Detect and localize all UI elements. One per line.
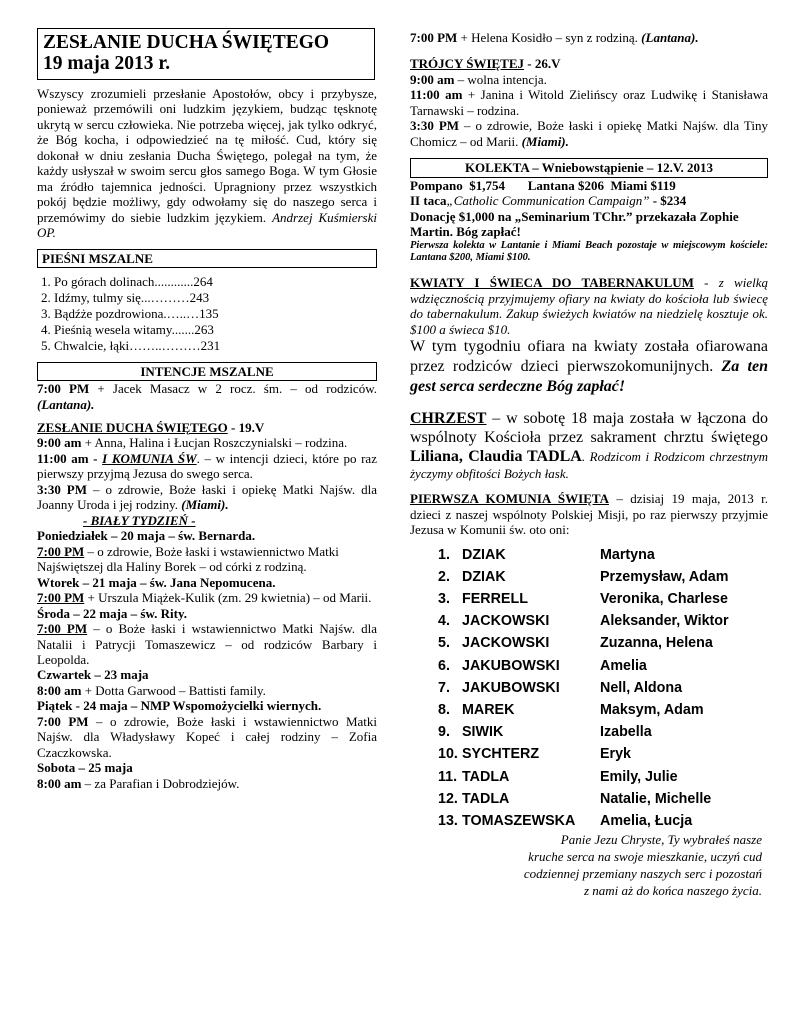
intention-t3 xyxy=(410,118,768,149)
sunday-heading xyxy=(37,420,377,435)
flowers-intro-text: - z wielką wdzięcznością przyjmujemy ofiary na kwiaty do kościoła lub świecę do tabernakulum. Zakup świeżych kwiatów na niedzielę kosztuje ok. $100 a świeca $10. xyxy=(410,275,768,337)
time-label: 7:00 PM xyxy=(37,381,90,397)
list-item xyxy=(438,544,768,566)
flowers-body: W tym tygodniu ofiara na kwiaty została ofiarowana przez rodziców dzieci pierwszokomunijnych. xyxy=(410,338,768,375)
communion-paragraph xyxy=(410,491,768,537)
intentions-header: INTENCJE MSZALNE xyxy=(37,362,377,381)
item-number: 2. xyxy=(438,568,450,585)
prayer-line: Panie Jezu Chryste, Ty wybrałeś nasze xyxy=(560,832,762,848)
trinity-heading xyxy=(410,56,768,71)
intention-friday xyxy=(37,714,377,760)
baptism-header: CHRZEST xyxy=(410,409,487,427)
child-surname: DZIAK xyxy=(462,546,506,563)
child-first-names: Amelia, Łucja xyxy=(600,812,693,829)
intention-tuesday xyxy=(37,590,377,605)
prayer-line: kruche serca na swoje mieszkanie, uczyń cud xyxy=(528,849,762,865)
time-label: 8:00 am xyxy=(37,775,82,791)
flowers-text xyxy=(410,337,768,396)
child-surname: JACKOWSKI xyxy=(462,635,550,652)
list-item xyxy=(438,743,768,765)
intention-text: + Urszula Miążek-Kulik (zm. 29 kwietnia) – od Marii. xyxy=(84,590,372,606)
intention-text: – o zdrowie, Boże łaski i opiekę Matki Najśw. dla Joanny Uroda i jej rodziny. xyxy=(37,481,377,513)
intention-saturday xyxy=(37,381,377,412)
intention-text: – o zdrowie, Boże łaski i opiekę Matki Najśw. dla Tiny Chomicz – od Marii. xyxy=(410,118,768,149)
trinity-date: - 26.V xyxy=(524,56,561,72)
communion-header: PIERWSZA KOMUNIA ŚWIĘTA xyxy=(410,491,609,507)
item-number: 8. xyxy=(438,701,450,718)
sunday-header: ZESŁANIE DUCHA ŚWIĘTEGO xyxy=(37,419,228,435)
list-item xyxy=(438,810,768,832)
campaign-amount: - $234 xyxy=(649,193,687,209)
time-label: 8:00 am xyxy=(37,682,82,698)
prayer-line: codziennej przemiany naszych serc i pozostań xyxy=(523,865,762,881)
collection-second xyxy=(410,193,768,208)
donation-line: Donację $1,000 na „Seminarium TChr.” przekazała Zophie Martin. Bóg zapłać! xyxy=(410,208,739,240)
trinity-header: TRÓJCY ŚWIĘTEJ xyxy=(410,56,525,72)
first-communion-label: I KOMUNIA ŚW xyxy=(102,450,197,466)
time-label: 11:00 am xyxy=(37,450,89,466)
day-friday: Piątek - 24 maja – NMP Wspomożycielki wiernych. xyxy=(37,698,322,714)
right-column xyxy=(410,30,768,900)
songs-header: PIEŚNI MSZALNE xyxy=(37,249,377,268)
page-date: 19 maja 2013 r. xyxy=(43,53,171,75)
intention-t2 xyxy=(410,87,768,118)
list-item xyxy=(438,677,768,699)
time-label: 7:00 PM xyxy=(410,30,458,45)
closing-prayer xyxy=(410,832,768,900)
collection-amounts: Pompano $1,754 Lantana $206 Miami $119 xyxy=(410,177,676,193)
time-label: 9:00 am xyxy=(37,435,82,451)
intention-text: + Helena Kosidło – syn z rodziną. xyxy=(457,30,642,45)
item-number: 7. xyxy=(438,679,450,696)
list-item xyxy=(438,632,768,654)
songs-list xyxy=(37,268,377,355)
intention-text: – o zdrowie, Boże łaski i wstawiennictwo Matki Najświętszej dla Haliny Borek – od córki z rodziną. xyxy=(37,543,339,575)
child-first-names: Przemysław, Adam xyxy=(600,568,729,585)
song-item: 1. Po górach dolinach............264 xyxy=(41,274,213,290)
time-label: 7:00 PM xyxy=(37,590,85,606)
flowers-intro xyxy=(410,275,768,337)
item-number: 1. xyxy=(438,546,450,563)
flowers-thanks: Za ten gest serca serdeczne Bóg zapłać! xyxy=(410,357,768,395)
campaign-name: „Catholic Communication Campaign” xyxy=(446,193,650,209)
white-week: - BIAŁY TYDZIEŃ - xyxy=(83,512,196,528)
baptism-paragraph xyxy=(410,409,768,482)
intention-saturday-evening xyxy=(410,30,768,45)
child-surname: JAKUBOWSKI xyxy=(462,657,560,674)
intro-paragraph xyxy=(37,86,377,241)
child-surname: DZIAK xyxy=(462,568,506,585)
time-label: 9:00 am xyxy=(410,71,455,87)
child-first-names: Natalie, Michelle xyxy=(600,790,712,807)
intention-text: + Dotta Garwood – Battisti family. xyxy=(81,682,266,698)
day-monday: Poniedziałek – 20 maja – św. Bernarda. xyxy=(37,528,256,544)
communion-children-list xyxy=(410,544,768,833)
place-label: (Lantana). xyxy=(37,396,95,412)
intention-text: . – w intencji dzieci, które po raz pierwszy przyjmą Jezusa do swego serca. xyxy=(37,450,377,482)
child-surname: SYCHTERZ xyxy=(462,746,540,763)
day-wednesday: Środa – 22 maja – św. Rity. xyxy=(37,605,187,621)
intention-wednesday xyxy=(37,621,377,667)
time-label: 11:00 am xyxy=(410,87,463,103)
item-number: 4. xyxy=(438,613,450,630)
baptism-names: Liliana, Claudia xyxy=(410,447,523,465)
time-label: 7:00 PM xyxy=(37,713,89,729)
child-first-names: Amelia xyxy=(600,657,647,674)
item-number: 9. xyxy=(438,724,450,741)
child-first-names: Veronika, Charlese xyxy=(600,590,728,607)
child-surname: SIWIK xyxy=(462,724,504,741)
day-thursday: Czwartek – 23 maja xyxy=(37,667,149,683)
item-number: 6. xyxy=(438,657,450,674)
intention-saturday-2 xyxy=(37,776,377,791)
time-label: 3:30 PM xyxy=(410,118,460,134)
intention-t1 xyxy=(410,72,768,87)
list-item xyxy=(438,721,768,743)
list-item xyxy=(438,610,768,632)
sunday-date: - 19.V xyxy=(227,419,265,435)
list-item xyxy=(438,566,768,588)
intention-text: – za Parafian i Dobrodziejów. xyxy=(81,775,240,791)
intention-text: + Janina i Witold Zielińscy oraz Ludwikę i Stanisława Tarnawski – rodzina. xyxy=(410,87,768,118)
flowers-header: KWIATY I ŚWIECA DO TABERNAKULUM xyxy=(410,275,694,291)
intention-thursday xyxy=(37,683,377,698)
baptism-text: – w sobotę 18 maja została w łączona do wspólnoty Kościoła przez sakrament chrztu świętego xyxy=(410,409,768,446)
child-first-names: Emily, Julie xyxy=(600,768,678,785)
song-item: 2. Idźmy, tulmy się...………243 xyxy=(41,290,210,306)
left-column xyxy=(37,28,377,791)
time-label: 3:30 PM xyxy=(37,481,88,497)
child-surname: TADLA xyxy=(462,768,510,785)
second-collection-label: II taca xyxy=(410,193,447,209)
child-surname: JACKOWSKI xyxy=(462,613,550,630)
child-first-names: Izabella xyxy=(600,724,652,741)
song-item: 4. Pieśnią wesela witamy.......263 xyxy=(41,322,214,338)
child-surname: TOMASZEWSKA xyxy=(462,812,576,829)
time-label: 7:00 PM xyxy=(37,621,88,637)
item-number: 3. xyxy=(438,590,450,607)
child-first-names: Eryk xyxy=(600,746,632,763)
item-number: 13. xyxy=(438,812,458,829)
child-surname: JAKUBOWSKI xyxy=(462,679,560,696)
day-saturday: Sobota – 25 maja xyxy=(37,760,133,776)
item-number: 12. xyxy=(438,790,458,807)
day-tuesday: Wtorek – 21 maja – św. Jana Nepomucena. xyxy=(37,574,276,590)
dash: - xyxy=(88,450,103,466)
title-box xyxy=(37,28,375,80)
page-title: ZESŁANIE DUCHA ŚWIĘTEGO xyxy=(43,32,330,53)
intention-s1 xyxy=(37,435,377,450)
collection-note: Pierwsza kolekta w Lantanie i Miami Beach pozostaje w miejscowym kościele: Lantana $200, Miami $100. xyxy=(410,239,768,264)
intention-s2 xyxy=(37,451,377,482)
time-label: 7:00 PM xyxy=(37,543,85,559)
intro-text: Wszyscy zrozumieli przesłanie Apostołów, obcy i przybysze, ponieważ przemówili oni ludzkim językiem, budząc tęsknotę ukrytą w sercu człowieka. Nie potrzeba więcej, jak tylko odkryć, że Bóg kocha, i odpowiedzieć na tę miłość. Cud, który się dokonał w dniu zesłania Ducha Świętego, polegał na tym, że każdy usłyszał w swoim sercu głos samego Boga. W tym Głosie ma źródło tajemnica jedności. Upragniony przez wszystkich pokój będzie możliwy, gdy odwołamy się do naszego serca i przemówimy do siebie ludzkim językiem. xyxy=(37,85,377,225)
list-item xyxy=(438,655,768,677)
intention-text: – o Boże łaski i wstawiennictwo Matki Najśw. dla Natalii i Patrycji Tomaszewicz – od rodziców Barbary i Leopolda. xyxy=(37,621,377,668)
child-first-names: Maksym, Adam xyxy=(600,701,704,718)
item-number: 11. xyxy=(438,768,458,785)
prayer-line: z nami aż do końca naszego życia. xyxy=(583,882,762,898)
song-item: 5. Chwalcie, łąki……..………231 xyxy=(41,338,221,354)
list-item xyxy=(438,766,768,788)
item-number: 5. xyxy=(438,635,450,652)
child-surname: FERRELL xyxy=(462,590,528,607)
child-first-names: Aleksander, Wiktor xyxy=(600,613,729,630)
intention-s3 xyxy=(37,482,377,513)
child-surname: TADLA xyxy=(462,790,510,807)
place-label: (Lantana). xyxy=(641,30,699,45)
list-item xyxy=(438,788,768,810)
communion-text: – dzisiaj 19 maja, 2013 r. dzieci z naszej wspólnoty Polskiej Misji, po raz pierwszy przyjmie Jezusa w Komunii św. oto oni: xyxy=(410,491,768,538)
child-first-names: Martyna xyxy=(600,546,655,563)
intention-text: + Jacek Masacz w 2 rocz. śm. – od rodziców. xyxy=(89,381,377,397)
song-item: 3. Bądźże pozdrowiona.…..…135 xyxy=(41,306,219,322)
list-item xyxy=(438,699,768,721)
collection-header: KOLEKTA – Wniebowstąpienie – 12.V. 2013 xyxy=(410,158,768,177)
intention-monday xyxy=(37,544,377,575)
child-surname: MAREK xyxy=(462,701,515,718)
intro-author: Andrzej Kuśmierski OP. xyxy=(37,209,377,241)
baptism-wish: . Rodzicom i Rodzicom chrzestnym życzymy obfitości Bożych łask. xyxy=(410,448,768,481)
intention-text: – wolna intencja. xyxy=(454,71,547,87)
intention-text: – o zdrowie, Boże łaski i wstawiennictwo Matki Najśw. dla Władysławy Kopeć i całej rodziny – Zofia Czaczkowska. xyxy=(37,713,378,760)
child-first-names: Nell, Aldona xyxy=(600,679,683,696)
list-item xyxy=(438,588,768,610)
intention-text: + Anna, Halina i Łucjan Roszczynialski – rodzina. xyxy=(81,435,348,451)
item-number: 10. xyxy=(438,746,458,763)
place-label: (Miami). xyxy=(521,133,569,149)
child-first-names: Zuzanna, Helena xyxy=(600,635,713,652)
place-label: (Miami). xyxy=(181,497,229,513)
baptism-surname: TADLA xyxy=(527,447,582,465)
